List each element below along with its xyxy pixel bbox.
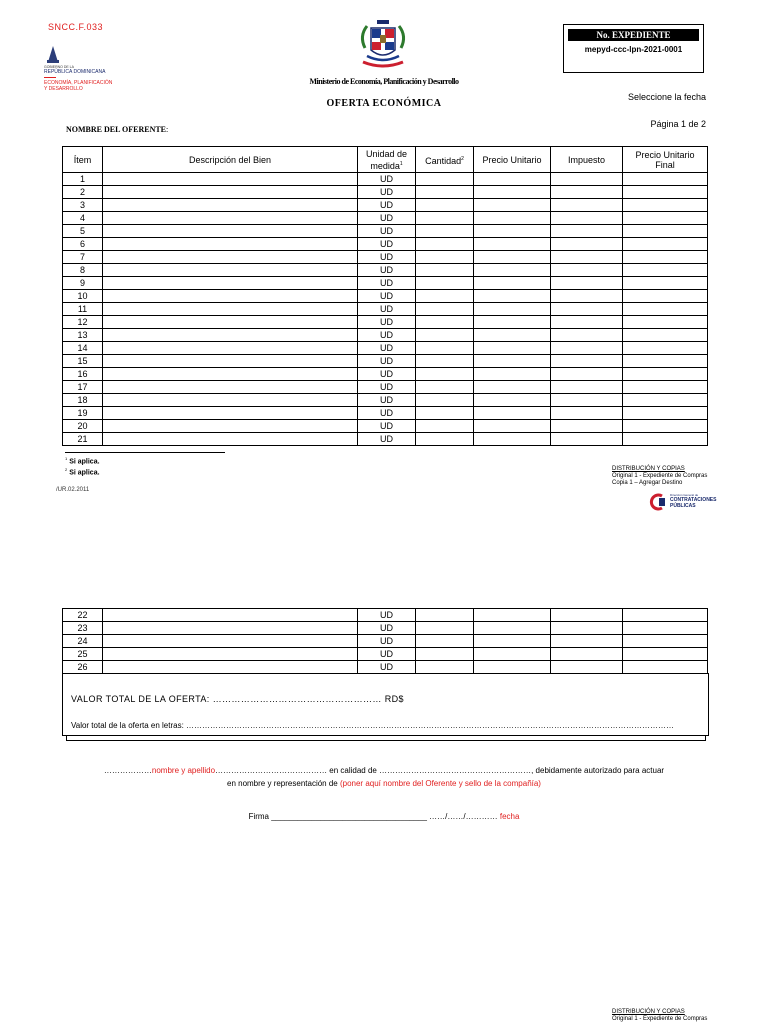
unit-price-cell[interactable] [474,186,551,199]
unit-cell: UD [358,420,416,433]
description-cell[interactable] [103,277,358,290]
unit-cell: UD [358,635,416,648]
unit-price-cell[interactable] [474,225,551,238]
tax-cell[interactable] [551,303,623,316]
unit-cell: UD [358,368,416,381]
unit-price-cell[interactable] [474,277,551,290]
unit-price-cell[interactable] [474,433,551,446]
unit-price-cell[interactable] [474,264,551,277]
table-row [63,199,708,212]
description-cell[interactable] [103,407,358,420]
quantity-cell[interactable] [416,290,474,303]
unit-cell: UD [358,303,416,316]
unit-price-cell[interactable] [474,420,551,433]
unit-cell: UD [358,251,416,264]
tax-cell[interactable] [551,186,623,199]
unit-price-cell[interactable] [474,355,551,368]
representation-statement[interactable]: en nombre y representación de (poner aquí nombre del Oferente y sello de la compañía) [227,779,541,788]
unit-cell: UD [358,225,416,238]
final-price-cell[interactable] [623,368,708,381]
tax-cell[interactable] [551,381,623,394]
quantity-cell[interactable] [416,264,474,277]
unit-price-cell[interactable] [474,648,551,661]
description-cell[interactable] [103,290,358,303]
header-quantity: Cantidad$^2$ [416,147,474,173]
final-price-cell[interactable] [623,316,708,329]
unit-cell: UD [358,609,416,622]
unit-price-cell[interactable] [474,609,551,622]
description-cell[interactable] [103,212,358,225]
description-cell[interactable] [103,609,358,622]
quantity-cell[interactable] [416,173,474,186]
description-cell[interactable] [103,622,358,635]
description-cell[interactable] [103,316,358,329]
item-number-cell: 23 [63,622,103,635]
expediente-value: mepyd-ccc-lpn-2021-0001 [584,45,683,54]
date-selector[interactable]: Seleccione la fecha [627,92,706,102]
description-cell[interactable] [103,173,358,186]
item-number-cell: 11 [63,303,103,316]
final-price-cell[interactable] [623,635,708,648]
table-row [63,433,708,446]
final-price-cell[interactable] [623,303,708,316]
unit-price-cell[interactable] [474,407,551,420]
item-number-cell: 2 [63,186,103,199]
unit-price-cell[interactable] [474,212,551,225]
tax-cell[interactable] [551,661,623,674]
total-words-line[interactable]: Valor total de la oferta en letras: ………………………………………………………………………………………………………………………………………………………………… [71,721,675,730]
description-cell[interactable] [103,661,358,674]
tax-cell[interactable] [551,622,623,635]
unit-price-cell[interactable] [474,199,551,212]
table-row [63,173,708,186]
document-title: OFERTA ECONÓMICA [326,98,442,109]
total-offer-box [62,673,709,736]
unit-cell: UD [358,381,416,394]
description-cell[interactable] [103,368,358,381]
item-number-cell: 19 [63,407,103,420]
description-cell[interactable] [103,329,358,342]
table-row [63,290,708,303]
unit-cell: UD [358,290,416,303]
item-number-cell: 20 [63,420,103,433]
tax-cell[interactable] [551,407,623,420]
tax-cell[interactable] [551,635,623,648]
header-final-price: Precio Unitario Final [623,147,708,173]
final-price-cell[interactable] [623,622,708,635]
unit-cell: UD [358,186,416,199]
final-price-cell[interactable] [623,648,708,661]
unit-cell: UD [358,277,416,290]
unit-cell: UD [358,173,416,186]
unit-price-cell[interactable] [474,173,551,186]
final-price-cell[interactable] [623,173,708,186]
item-number-cell: 14 [63,342,103,355]
revision-code: /UR.02.2011 [56,487,90,493]
quantity-cell[interactable] [416,342,474,355]
header-item: Ítem [63,147,103,173]
final-price-cell[interactable] [623,238,708,251]
quantity-cell[interactable] [416,368,474,381]
signature-statement[interactable]: ………………nombre y apellido…………………………………… en calidad de …………………………………………………, debidamente autorizado para actuar [103,766,665,775]
tax-cell[interactable] [551,290,623,303]
table-row [63,381,708,394]
quantity-cell[interactable] [416,329,474,342]
footnote-1: $^1$ Si aplica. [65,456,100,466]
quantity-cell[interactable] [416,622,474,635]
final-price-cell[interactable] [623,329,708,342]
header-unit: Unidad de medida$^1$ [358,147,416,173]
unit-cell: UD [358,394,416,407]
quantity-cell[interactable] [416,251,474,264]
final-price-cell[interactable] [623,251,708,264]
item-number-cell: 25 [63,648,103,661]
item-number-cell: 5 [63,225,103,238]
final-price-cell[interactable] [623,433,708,446]
unit-price-cell[interactable] [474,661,551,674]
item-number-cell: 1 [63,173,103,186]
final-price-cell[interactable] [623,661,708,674]
tax-cell[interactable] [551,212,623,225]
quantity-cell[interactable] [416,212,474,225]
unit-cell: UD [358,661,416,674]
item-number-cell: 8 [63,264,103,277]
unit-cell: UD [358,329,416,342]
unit-price-cell[interactable] [474,394,551,407]
bidder-name-label: NOMBRE DEL OFERENTE: [66,125,169,134]
description-cell[interactable] [103,186,358,199]
signature-line[interactable]: Firma ___________________________________ ……/……/………… fecha [248,812,520,821]
table-row [63,277,708,290]
quantity-cell[interactable] [416,238,474,251]
description-cell[interactable] [103,394,358,407]
final-price-cell[interactable] [623,420,708,433]
items-table-page2 [62,608,708,674]
item-number-cell: 7 [63,251,103,264]
unit-price-cell[interactable] [474,238,551,251]
ministry-name: Ministerio de Economía, Planificación y Desarrollo [309,77,459,86]
unit-price-cell[interactable] [474,381,551,394]
dgcp-logo: Dirección General de CONTRATACIONES PÚBLICAS [648,492,716,512]
tax-cell[interactable] [551,277,623,290]
final-price-cell[interactable] [623,342,708,355]
description-cell[interactable] [103,342,358,355]
unit-cell: UD [358,648,416,661]
unit-cell: UD [358,212,416,225]
table-row [63,238,708,251]
unit-cell: UD [358,199,416,212]
table-row [63,316,708,329]
unit-price-cell[interactable] [474,303,551,316]
tax-cell[interactable] [551,368,623,381]
unit-price-cell[interactable] [474,622,551,635]
header-description: Descripción del Bien [103,147,358,173]
item-number-cell: 6 [63,238,103,251]
page-number: Página 1 de 2 [650,119,706,129]
header-unit-price: Precio Unitario [474,147,551,173]
form-code: SNCC.F.033 [48,22,104,32]
item-number-cell: 15 [63,355,103,368]
unit-price-cell[interactable] [474,368,551,381]
unit-cell: UD [358,433,416,446]
item-number-cell: 24 [63,635,103,648]
description-cell[interactable] [103,381,358,394]
tax-cell[interactable] [551,329,623,342]
table-row [63,329,708,342]
tax-cell[interactable] [551,609,623,622]
item-number-cell: 10 [63,290,103,303]
final-price-cell[interactable] [623,381,708,394]
header-tax: Impuesto [551,147,623,173]
description-cell[interactable] [103,635,358,648]
unit-price-cell[interactable] [474,251,551,264]
mepyd-emblem-icon [46,44,60,64]
item-number-cell: 22 [63,609,103,622]
final-price-cell[interactable] [623,264,708,277]
tax-cell[interactable] [551,433,623,446]
item-number-cell: 16 [63,368,103,381]
quantity-cell[interactable] [416,635,474,648]
item-number-cell: 17 [63,381,103,394]
table-row [63,394,708,407]
unit-cell: UD [358,264,416,277]
table-row [63,407,708,420]
description-cell[interactable] [103,648,358,661]
description-cell[interactable] [103,303,358,316]
quantity-cell[interactable] [416,303,474,316]
footnote-2: $^2$ Si aplica. [65,467,100,477]
tax-cell[interactable] [551,225,623,238]
item-number-cell: 3 [63,199,103,212]
table-row [63,251,708,264]
quantity-cell[interactable] [416,420,474,433]
final-price-cell[interactable] [623,290,708,303]
final-price-cell[interactable] [623,407,708,420]
unit-cell: UD [358,238,416,251]
quantity-cell[interactable] [416,381,474,394]
quantity-cell[interactable] [416,407,474,420]
tax-cell[interactable] [551,251,623,264]
item-number-cell: 26 [63,661,103,674]
table-row [63,648,708,661]
table-row [63,355,708,368]
coat-of-arms-icon [353,18,413,76]
item-number-cell: 21 [63,433,103,446]
description-cell[interactable] [103,251,358,264]
quantity-cell[interactable] [416,316,474,329]
dgcp-emblem-icon [648,493,668,511]
unit-cell: UD [358,316,416,329]
final-price-cell[interactable] [623,212,708,225]
unit-cell: UD [358,355,416,368]
quantity-cell[interactable] [416,186,474,199]
tax-cell[interactable] [551,648,623,661]
total-value-line[interactable]: VALOR TOTAL DE LA OFERTA: ……………………………………………… RD$ [71,694,404,704]
unit-price-cell[interactable] [474,290,551,303]
unit-price-cell[interactable] [474,635,551,648]
description-cell[interactable] [103,355,358,368]
items-table-page1 [62,146,708,446]
quantity-cell[interactable] [416,225,474,238]
unit-price-cell[interactable] [474,329,551,342]
final-price-cell[interactable] [623,609,708,622]
description-cell[interactable] [103,264,358,277]
table-row [63,342,708,355]
description-cell[interactable] [103,433,358,446]
tax-cell[interactable] [551,173,623,186]
description-cell[interactable] [103,420,358,433]
quantity-cell[interactable] [416,277,474,290]
unit-price-cell[interactable] [474,342,551,355]
final-price-cell[interactable] [623,355,708,368]
item-number-cell: 13 [63,329,103,342]
bottom-distribution-block: DISTRIBUCIÓN Y COPIAS Original 1 - Expediente de Compras [612,1009,708,1022]
item-number-cell: 18 [63,394,103,407]
tax-cell[interactable] [551,264,623,277]
quantity-cell[interactable] [416,199,474,212]
final-price-cell[interactable] [623,199,708,212]
tax-cell[interactable] [551,355,623,368]
table-row [63,661,708,674]
final-price-cell[interactable] [623,394,708,407]
tax-cell[interactable] [551,420,623,433]
unit-cell: UD [358,407,416,420]
table-row [63,186,708,199]
table-row [63,635,708,648]
table-row [63,303,708,316]
description-cell[interactable] [103,225,358,238]
description-cell[interactable] [103,238,358,251]
tax-cell[interactable] [551,199,623,212]
item-number-cell: 4 [63,212,103,225]
tax-cell[interactable] [551,394,623,407]
table-row [63,225,708,238]
quantity-cell[interactable] [416,355,474,368]
tax-cell[interactable] [551,342,623,355]
unit-price-cell[interactable] [474,316,551,329]
unit-cell: UD [358,342,416,355]
expediente-box [563,24,704,73]
final-price-cell[interactable] [623,186,708,199]
table-row [63,420,708,433]
table-row [63,609,708,622]
final-price-cell[interactable] [623,225,708,238]
quantity-cell[interactable] [416,661,474,674]
item-number-cell: 12 [63,316,103,329]
table-row [63,212,708,225]
table-row [63,264,708,277]
mepyd-logo: GOBIERNO DE LA REPÚBLICA DOMINICANA ECONOMÍA, PLANIFICACIÓN Y DESARROLLO [44,44,124,96]
expediente-label: No. EXPEDIENTE [568,29,699,41]
table-row [63,622,708,635]
tax-cell[interactable] [551,238,623,251]
unit-cell: UD [358,622,416,635]
description-cell[interactable] [103,199,358,212]
quantity-cell[interactable] [416,609,474,622]
quantity-cell[interactable] [416,648,474,661]
quantity-cell[interactable] [416,394,474,407]
tax-cell[interactable] [551,316,623,329]
final-price-cell[interactable] [623,277,708,290]
distribution-block: DISTRIBUCIÓN Y COPIAS Original 1 - Expediente de Compras Copia 1 – Agregar Destino [612,466,708,486]
quantity-cell[interactable] [416,433,474,446]
table-row [63,368,708,381]
item-number-cell: 9 [63,277,103,290]
